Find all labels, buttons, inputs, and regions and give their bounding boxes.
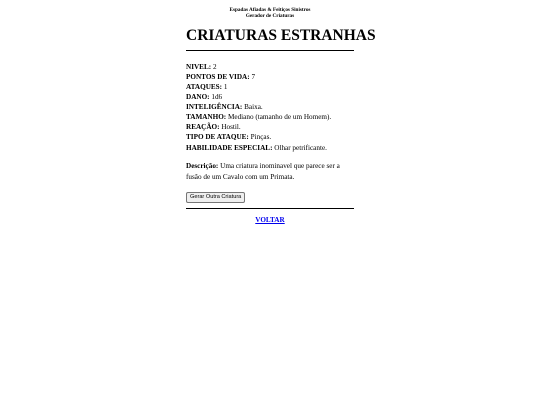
stat-label: TIPO DE ATAQUE: xyxy=(186,133,249,142)
stat-value: 1d6 xyxy=(211,93,223,102)
stat-label: NIVEL: xyxy=(186,62,212,71)
page-title: CRIATURAS ESTRANHAS xyxy=(186,26,376,44)
stat-label: HABILIDADE ESPECIAL: xyxy=(186,143,273,152)
stat-value: Olhar petrificante. xyxy=(274,143,327,152)
stat-label: INTELIGÊNCIA: xyxy=(186,103,243,112)
stat-label: PONTOS DE VIDA: xyxy=(186,72,250,81)
top-divider xyxy=(186,50,354,51)
stat-reaction xyxy=(186,122,354,132)
bottom-divider xyxy=(186,208,354,209)
stat-size xyxy=(186,112,354,122)
stat-damage xyxy=(186,92,354,102)
stat-level xyxy=(186,62,354,72)
content-container xyxy=(186,6,376,224)
creature-description xyxy=(186,161,354,183)
stat-label: REAÇÃO: xyxy=(186,123,220,132)
stat-value: 7 xyxy=(251,72,256,81)
stat-intelligence xyxy=(186,102,354,112)
stat-value: Mediano (tamanho de um Homem). xyxy=(228,113,332,122)
stat-attack-type xyxy=(186,132,354,142)
description-label: Descrição: xyxy=(186,161,219,170)
stat-value: 2 xyxy=(212,62,217,71)
stat-value: Baixa. xyxy=(244,103,263,112)
stat-value: 1 xyxy=(223,83,228,91)
stat-attacks xyxy=(186,82,354,92)
stat-label: ATAQUES: xyxy=(186,83,223,91)
description-text: Uma criatura inominavel que parece ser a fusão de um Cavalo com um Primata. xyxy=(186,161,340,181)
site-name: Espadas Afiadas & Feitiços Sinistros xyxy=(229,7,311,13)
site-subtitle: Gerador de Criaturas xyxy=(245,13,295,20)
stat-label: DANO: xyxy=(186,93,210,102)
creature-stats xyxy=(186,62,354,153)
stat-label: TAMANHO: xyxy=(186,113,227,122)
stat-hit-points xyxy=(186,72,354,82)
stat-value: Hostil. xyxy=(221,123,241,132)
back-link[interactable]: VOLTAR xyxy=(255,215,285,224)
generate-creature-button[interactable]: Gerar Outra Criatura xyxy=(186,192,245,203)
stat-special-ability xyxy=(186,143,354,153)
stat-value: Pinças. xyxy=(250,133,272,142)
